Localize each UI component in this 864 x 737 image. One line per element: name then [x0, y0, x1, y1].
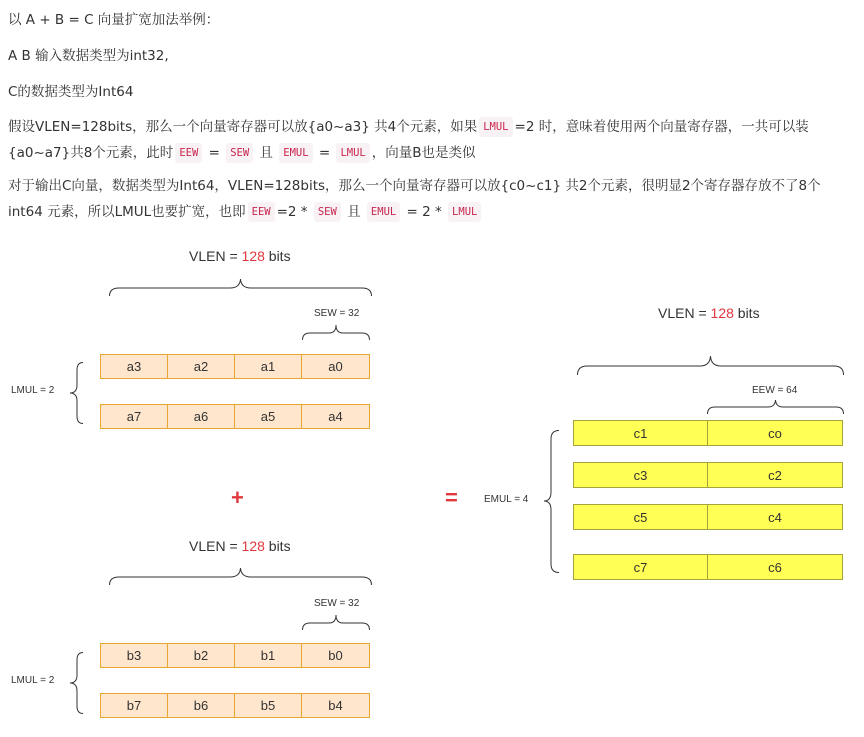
element-cell: b5 — [235, 693, 302, 718]
element-cell: co — [708, 420, 843, 446]
element-cell: a5 — [235, 404, 302, 429]
vlen-prefix: VLEN = — [189, 538, 242, 554]
element-cell: b4 — [302, 693, 370, 718]
inline-code-lmul: LMUL — [448, 202, 481, 222]
vlen-value: 128 — [241, 538, 265, 554]
ab-type-line: A B 输入数据类型为int32, — [8, 48, 169, 64]
text-segment: 假设VLEN=128bits，那么一个向量寄存器可以放{a0~a3} 共4个元素，如果 — [8, 119, 478, 135]
vlen-prefix: VLEN = — [189, 248, 242, 264]
element-cell: a6 — [168, 404, 235, 429]
register-a-row2 — [100, 404, 370, 429]
inline-code-sew: SEW — [226, 143, 253, 163]
sew-brace-b — [302, 612, 370, 632]
inline-code-lmul: LMUL — [479, 117, 512, 137]
vlen-brace-c — [577, 355, 844, 377]
emul-brace — [539, 430, 561, 574]
vlen-label-b — [189, 538, 291, 554]
element-cell: a2 — [168, 354, 235, 379]
inline-code-emul: EMUL — [279, 143, 312, 163]
element-cell: b1 — [235, 643, 302, 668]
inline-code-lmul: LMUL — [336, 143, 369, 163]
register-c-row2 — [573, 462, 843, 488]
element-cell: a4 — [302, 404, 370, 429]
vlen-value: 128 — [710, 305, 734, 321]
inline-code-emul: EMUL — [367, 202, 400, 222]
emul-label: EMUL = 4 — [484, 494, 529, 505]
lmul-label-b: LMUL = 2 — [11, 675, 55, 686]
element-cell: c6 — [708, 554, 843, 580]
element-cell: a1 — [235, 354, 302, 379]
element-cell: c1 — [573, 420, 708, 446]
sew-label-b: SEW = 32 — [314, 598, 360, 609]
text-segment: {a0~a7}共8个元素，此时 — [8, 145, 174, 161]
text-segment: 且 — [259, 145, 273, 161]
lmul-explanation-line1 — [8, 113, 809, 141]
c-type-line: C的数据类型为Int64 — [8, 84, 134, 100]
equals-operator: = — [445, 485, 458, 510]
element-cell: b0 — [302, 643, 370, 668]
text-segment: = — [318, 145, 331, 161]
vlen-unit: bits — [733, 305, 760, 321]
text-segment: =2 时，意味着使用两个向量寄存器，一共可以装 — [514, 119, 809, 135]
lmul-label-a: LMUL = 2 — [11, 385, 55, 396]
register-c-row4 — [573, 554, 843, 580]
intro-line: 以 A + B = C 向量扩宽加法举例： — [8, 12, 220, 28]
register-c-row1 — [573, 420, 843, 446]
text-segment: = 2 * — [406, 204, 442, 220]
text-segment: int64 元素，所以LMUL也要扩宽，也即 — [8, 204, 246, 220]
element-cell: c4 — [708, 504, 843, 530]
register-b-row1 — [100, 643, 370, 668]
element-cell: a3 — [100, 354, 168, 379]
sew-label-a: SEW = 32 — [314, 308, 360, 319]
register-c-row3 — [573, 504, 843, 530]
register-a-row1 — [100, 354, 370, 379]
text-segment: =2 * — [276, 204, 308, 220]
vlen-unit: bits — [264, 538, 291, 554]
eew-brace — [707, 398, 844, 416]
text-segment: 且 — [347, 204, 361, 220]
element-cell: b6 — [168, 693, 235, 718]
element-cell: b3 — [100, 643, 168, 668]
eew-label: EEW = 64 — [752, 385, 798, 396]
text-segment: ，向量B也是类似 — [371, 145, 476, 161]
output-explanation-line2 — [8, 198, 483, 226]
element-cell: c2 — [708, 462, 843, 488]
plus-operator: + — [231, 485, 244, 510]
vlen-unit: bits — [264, 248, 291, 264]
vlen-prefix: VLEN = — [658, 305, 711, 321]
lmul-brace-a — [65, 362, 85, 424]
element-cell: c7 — [573, 554, 708, 580]
vlen-label-c — [658, 305, 760, 321]
element-cell: c5 — [573, 504, 708, 530]
sew-brace-a — [302, 322, 370, 342]
element-cell: c3 — [573, 462, 708, 488]
element-cell: a0 — [302, 354, 370, 379]
element-cell: b7 — [100, 693, 168, 718]
output-explanation-line1: 对于输出C向量，数据类型为Int64，VLEN=128bits，那么一个向量寄存器可以放{c0~c1} 共2个元素，很明显2个寄存器存放不了8个 — [8, 178, 821, 194]
vlen-brace-a — [109, 278, 372, 298]
element-cell: b2 — [168, 643, 235, 668]
inline-code-eew: EEW — [248, 202, 275, 222]
text-segment: = — [208, 145, 220, 161]
inline-code-sew: SEW — [314, 202, 341, 222]
vlen-value: 128 — [241, 248, 265, 264]
inline-code-eew: EEW — [175, 143, 202, 163]
lmul-explanation-line2 — [8, 139, 476, 167]
vlen-brace-b — [109, 567, 372, 587]
vlen-label-a — [189, 248, 291, 264]
lmul-brace-b — [65, 652, 85, 714]
register-b-row2 — [100, 693, 370, 718]
element-cell: a7 — [100, 404, 168, 429]
